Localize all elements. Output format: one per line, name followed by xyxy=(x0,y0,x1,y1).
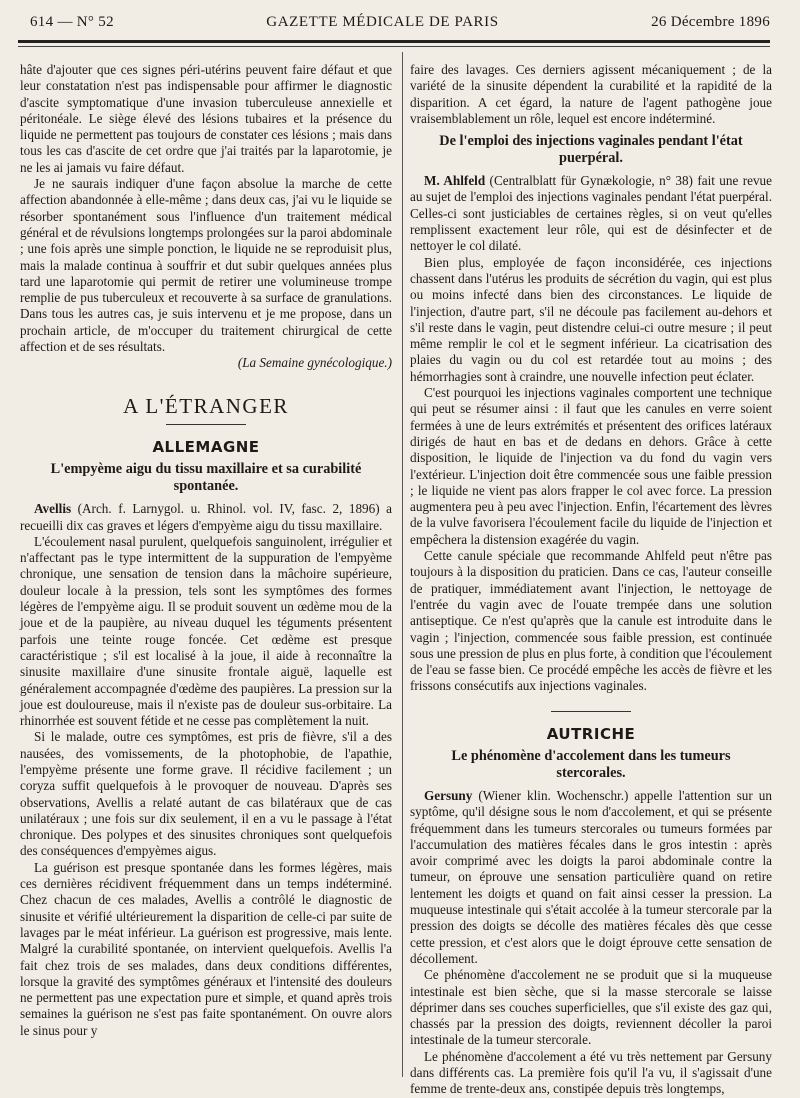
paragraph: C'est pourquoi les injections vaginales comportent une technique qui peut se résumer ainsi : il faut que les canules en verre soient fermées à une de leurs extrémités et présentent des orifices latéraux dirigés de haut en bas et de dedans en dehors. Grâce à cette disposition, le liquide de l'injection va du fond du vagin vers l'extérieur. L'injection doit être commencée sous une faible pression ; le liquide ne vient pas alors frapper le col avec force. La pression augmentera peu à peu avec l'injection. Enfin, l'écartement des lèvres de la vulve favorisera l'écoulement facile du liquide de l'injection et empêchera la distension exagérée du vagin. xyxy=(410,385,772,547)
column-separator xyxy=(402,52,403,1077)
country-heading: AUTRICHE xyxy=(546,724,636,743)
lead-text: (Arch. f. Larnygol. u. Rhinol. vol. IV, fasc. 2, 1896) a recueilli dix cas graves et légers d'empyème aigu du tissu maxillaire. xyxy=(20,501,392,533)
paragraph: Ce phénomène d'accolement ne se produit que si la muqueuse intestinale est bien sèche, que si la masse stercorale se laisse déprimer dans ses couches superficielles, que s'il existe des gaz qui, chassés par la pression des doigts, reviennent décoller la paroi intestinale de la tumeur stercorale. xyxy=(410,967,772,1048)
article-lead xyxy=(20,501,392,534)
author-name: M. Ahlfeld xyxy=(424,173,486,189)
lead-text: (Wiener klin. Wochenschr.) appelle l'attention sur un syptôme, qu'il désigne sous le nom d'accolement, et qui se présente fréquemment dans les tumeurs stercorales ou tumeurs formées par l'accumulation des matières fécales dans le gros intestin : après avoir comprimé avec les doigts la paroi abdominale contre la tumeur, on éprouve une sensation particulière quand on retire lentement les doigts et quand on fait ainsi cesser la pression. La muqueuse intestinale qui s'était accolée à la tumeur stercorale par la pression des doigts se décolle des matières fécales dès que cesse cette pression, et c'est alors que le doigt éprouve cette sensation de décollement. xyxy=(410,787,772,966)
lead-text: (Centralblatt für Gynækologie, n° 38) fait une revue au sujet de l'emploi des injections vaginales pendant l'état puerpéral. Celles-ci sont justiciables de certaines règles, si on veut qu'elles remplissent exactement leur rôle, qui est de désinfecter et de nettoyer le col dilaté. xyxy=(410,173,772,254)
paragraph: Cette canule spéciale que recommande Ahlfeld peut n'être pas toujours à la disposition du praticien. Dans ce cas, l'auteur conseille de pratiquer, immédiatement avant l'injection, le nettoyage de l'entrée du vagin avec de l'ouate trempée dans une solution antiseptique. Ce n'est qu'après que la canule est introduite dans le vagin ; l'injection, commencée sous faible pression, est continuée sous une pression de plus en plus forte, à condition que l'écoulement de l'eau se fasse bien. Ce procédé empêche les accès de fièvre et les frissons consécutifs aux injections vaginales. xyxy=(410,548,772,694)
source-citation: (La Semaine gynécologique.) xyxy=(237,355,392,371)
page-number: 614 — N° 52 xyxy=(30,14,114,30)
header-rule-thin xyxy=(18,46,770,47)
left-column xyxy=(20,62,392,1082)
article-title: De l'emploi des injections vaginales pendant l'état puerpéral. xyxy=(439,133,743,167)
author-name: Avellis xyxy=(34,501,72,517)
paragraph: hâte d'ajouter que ces signes péri-utérins peuvent faire défaut et que leur constatation n'est pas indispensable pour affirmer le diagnostic d'ascite symptomatique d'une invasion tuberculeuse annexielle et péritonéale. Le siège élevé des lésions tubaires et la présence du liquide ne permettent pas toujours de constater ces lésions ; mais dans tous les cas d'ascite de cet ordre que j'ai traités par la laparotomie, je ne les ai jamais vu faire défaut. xyxy=(20,62,392,175)
country-heading: ALLEMAGNE xyxy=(152,437,260,456)
author-name: Gersuny xyxy=(424,787,473,803)
article-lead xyxy=(410,173,772,254)
article-title: Le phénomène d'accolement dans les tumeurs stercorales. xyxy=(451,747,731,781)
paragraph: faire des lavages. Ces derniers agissent mécaniquement ; de la variété de la sinusite dépendent la curabilité et la rapidité de la disparition. A cet égard, la nature de l'agent pathogène joue vraisemblablement un rôle, lequel est encore indéterminé. xyxy=(410,62,772,126)
paragraph: Je ne saurais indiquer d'une façon absolue la marche de cette affection abandonnée à elle-même ; dans deux cas, j'ai vu le liquide se résorber spontanément sous l'influence d'un traitement médical général et de révulsions longtemps prolongées sur la paroi abdominale ; une fois après une simple ponction, le liquide ne se reproduisit plus, mais la malade continua à souffrir et dut subir quelques années plus tard une laparotomie qui permit de retirer une volumineuse trompe remplie de pus tuberculeux et recouverte à sa surface de granulations. Dans tous les autres cas, je suis intervenu et je me propose, dans un prochain article, de m'occuper du traitement chirurgical de cette affection et de ses résultats. xyxy=(20,176,392,355)
paragraph: Si le malade, outre ces symptômes, est pris de fièvre, s'il a des nausées, des vomissements, de la photophobie, de l'apathie, l'empyème présente une forme grave. Il récidive facilement ; un coryza suffit quelquefois à le provoquer de nouveau. D'après ses observations, Avellis a relaté autant de cas bilatéraux que de cas unilatéraux ; une fois sur dix seulement, il en a vu le passage à l'état chronique. Des polypes et des sinusites chroniques sont quelquefois des conséquences d'empyèmes aigus. xyxy=(20,729,392,859)
header-rule-thick xyxy=(18,40,770,43)
paragraph: Le phénomène d'accolement a été vu très nettement par Gersuny dans différents cas. La première fois qu'il l'a vu, il s'agissait d'une femme de trente-deux ans, constipée depuis très longtemps, xyxy=(410,1048,772,1097)
right-column xyxy=(410,62,772,1097)
paragraph: L'écoulement nasal purulent, quelquefois sanguinolent, irrégulier et n'affectant pas le type intermittent de la suppuration de l'empyème chronique, une sensation de tension dans la mâchoire supérieure, douleur locale à la pression, tels sont les symptômes des formes légères de l'empyème aigu. Il se produit souvent un œdème mou de la joue et de la paupière, au niveau duquel les téguments présentent parfois une teinte rouge foncée. Cet œdème est presque caractéristique ; s'il est localisé à la joue, il aide à reconnaître la sinusite maxillaire d'une sinusite frontale aiguë, laquelle est généralement accompagnée d'œdème des paupières. La pression sur la joue est douloureuse, mais il n'existe pas de douleur sus-orbitaire. La rhinorrhée est souvent fétide et ne cesse pas complètement la nuit. xyxy=(20,533,392,729)
paragraph: Bien plus, employée de façon inconsidérée, ces injections chassent dans l'utérus les produits de sécrétion du vagin, qui est plus ou moins infecté dans bien des circonstances. Le liquide de l'injection, d'autre part, s'il ne découle pas facilement au-dehors et s'il reste dans le vagin, peut distendre celui-ci outre mesure ; il peut même remplir le col et le segment inférieur. La cicatrisation des plaies du vagin ou du col est retardée tout au moins ; des hémorrhagies sont à craindre, une nouvelle infection peut éclater. xyxy=(410,254,772,384)
page-header xyxy=(30,14,770,38)
article-title: L'empyème aigu du tissu maxillaire et sa curabilité spontanée. xyxy=(50,461,362,495)
section-rule xyxy=(166,424,246,425)
section-rule xyxy=(551,711,631,712)
issue-date: 26 Décembre 1896 xyxy=(651,14,770,30)
section-title: A L'ÉTRANGER xyxy=(123,393,289,418)
article-lead xyxy=(410,788,772,967)
journal-title: GAZETTE MÉDICALE DE PARIS xyxy=(266,14,499,30)
paragraph: La guérison est presque spontanée dans les formes légères, mais ces dernières récidivent fréquemment dans un temps indéterminé. Chez chacun de ces malades, Avellis a contrôlé le diagnostic de sinusite et vérifié ultérieurement la disparition de celle-ci par suite de lavages par le méat inférieur. La guérison est progressive, mais lente. Malgré la curabilité spontanée, on intervient quelquefois. Avellis l'a fait chez trois de ses malades, dans deux conditions différentes, lorsque la gravité des symptômes généraux et l'intensité des douleurs ne permettent pas une expectation pure et simple, et quand après trois semaines la guérison ne s'est pas faite spontanément. On ouvre alors le sinus pour y xyxy=(20,859,392,1038)
